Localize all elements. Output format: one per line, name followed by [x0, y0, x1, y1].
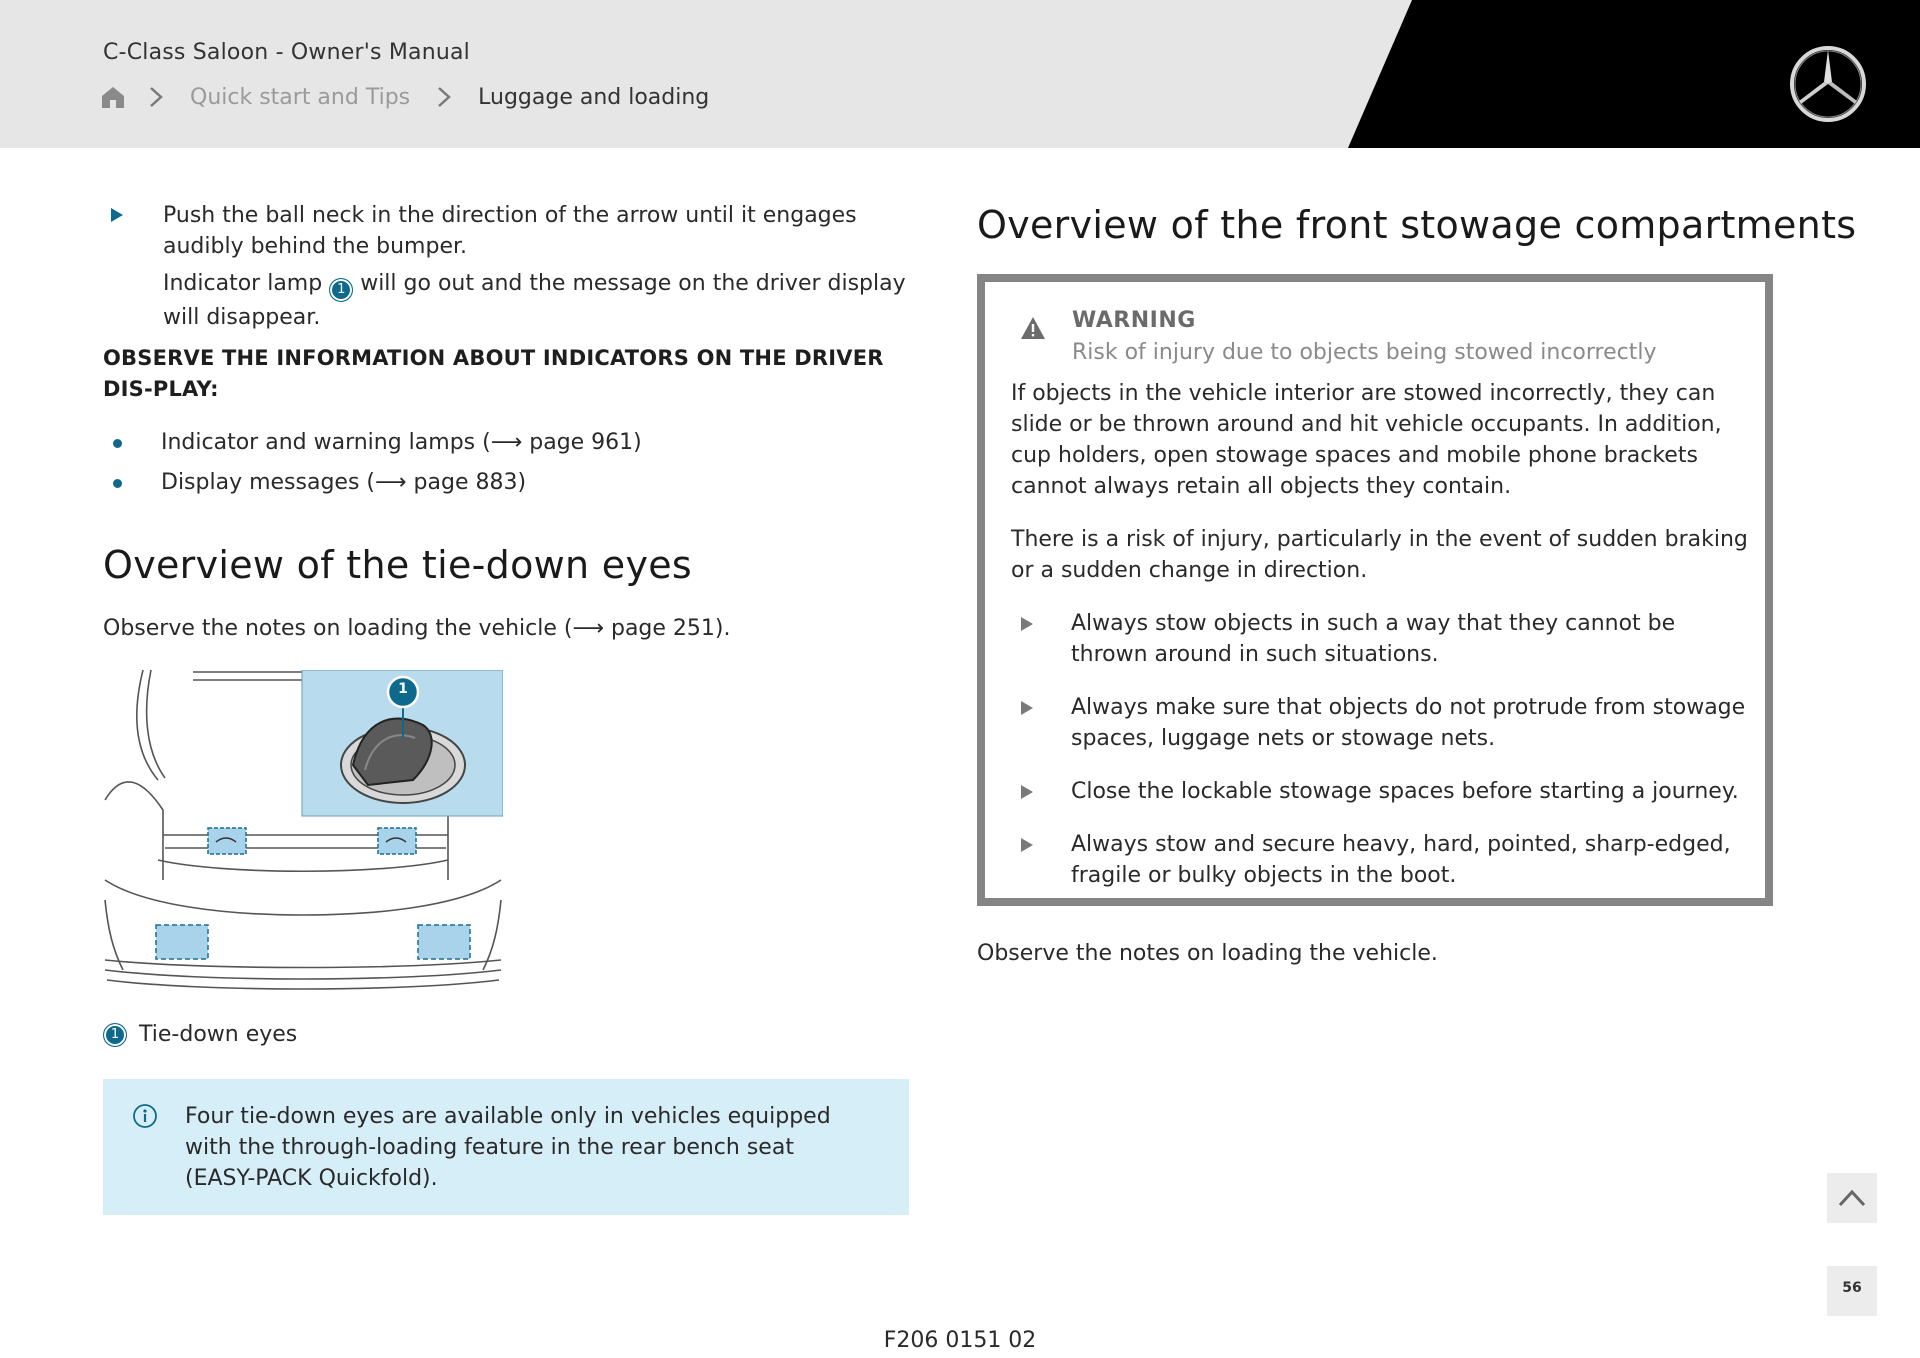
step-arrow-icon [111, 208, 123, 222]
step-result-text: will go out and the message on the driver display will disappear. [163, 271, 906, 330]
reference-link-display-messages[interactable]: Display messages (⟶ page 883) [103, 463, 911, 503]
callout-number-icon: 1 [103, 1023, 127, 1047]
figure-caption [103, 1022, 297, 1047]
warning-steps [1011, 608, 1751, 891]
warning-paragraph: If objects in the vehicle interior are stowed incorrectly, they can slide or be thrown around and hit vehicle occupants. In addition, cup holders, open stowage spaces and mobile phone brackets cannot always retain all objects they contain. [1011, 381, 1722, 499]
warning-box [977, 274, 1773, 906]
tie-down-eyes-illustration [103, 670, 503, 1000]
instruction-step [103, 200, 911, 333]
brand-logo [1788, 44, 1868, 124]
warning-title: WARNING [1072, 308, 1196, 333]
info-circle-icon [132, 1103, 158, 1129]
warning-step: Always make sure that objects do not protrude from stowage spaces, luggage nets or stowage nets. [1011, 692, 1751, 754]
figure-callout-number: 1 [398, 681, 408, 697]
footer-code: F206 0151 02 [883, 1328, 1037, 1353]
section-title-front-stowage: Overview of the front stowage compartments [977, 203, 1857, 247]
caption-text: Tie-down eyes [139, 1022, 298, 1047]
reference-list [103, 423, 911, 503]
info-note-box [103, 1079, 909, 1215]
step-text: Push the ball neck in the direction of the arrow until it engages audibly behind the bumper. [163, 203, 857, 259]
step-result [163, 268, 911, 333]
info-note-text: Four tie-down eyes are available only in vehicles equipped with the through-loading feature in the rear bench seat (EASY-PACK Quickfold). [185, 1104, 831, 1191]
scroll-to-top-button[interactable] [1827, 1173, 1877, 1223]
callout-number-icon: 1 [329, 278, 353, 302]
manual-title: C-Class Saloon - Owner's Manual [103, 40, 470, 65]
breadcrumb-link-quick-start[interactable]: Quick start and Tips [190, 84, 411, 110]
observe-heading: OBSERVE THE INFORMATION ABOUT INDICATORS ON THE DRIVER DIS-PLAY: [103, 346, 884, 401]
breadcrumb [100, 80, 709, 114]
warning-subtitle: Risk of injury due to objects being stowed incorrectly [1072, 340, 1657, 365]
page-number: 56 [1842, 1280, 1862, 1296]
home-icon[interactable] [100, 84, 126, 110]
warning-step: Always stow objects in such a way that they cannot be thrown around in such situations. [1011, 608, 1751, 670]
chevron-right-icon [436, 86, 452, 108]
step-result-text: Indicator lamp [163, 271, 330, 296]
warning-body [1011, 378, 1751, 913]
observe-notes-text: Observe the notes on loading the vehicle. [977, 941, 1438, 966]
reference-link-indicator-lamps[interactable]: Indicator and warning lamps (⟶ page 961) [103, 423, 911, 463]
page-number-button[interactable] [1827, 1266, 1877, 1316]
section-title-tie-down: Overview of the tie-down eyes [103, 543, 693, 587]
warning-paragraph: There is a risk of injury, particularly in the event of sudden braking or a sudden change in direction. [1011, 527, 1748, 583]
breadcrumb-current: Luggage and loading [478, 84, 710, 110]
chevron-right-icon [148, 86, 164, 108]
warning-step: Close the lockable stowage spaces before starting a journey. [1011, 776, 1751, 807]
chevron-up-icon [1837, 1188, 1867, 1208]
left-column [103, 200, 911, 503]
warning-step: Always stow and secure heavy, hard, pointed, sharp-edged, fragile or bulky objects in the boot. [1011, 829, 1751, 891]
warning-triangle-icon [1020, 316, 1046, 340]
observe-notes-link[interactable]: Observe the notes on loading the vehicle (⟶ page 251). [103, 616, 731, 641]
